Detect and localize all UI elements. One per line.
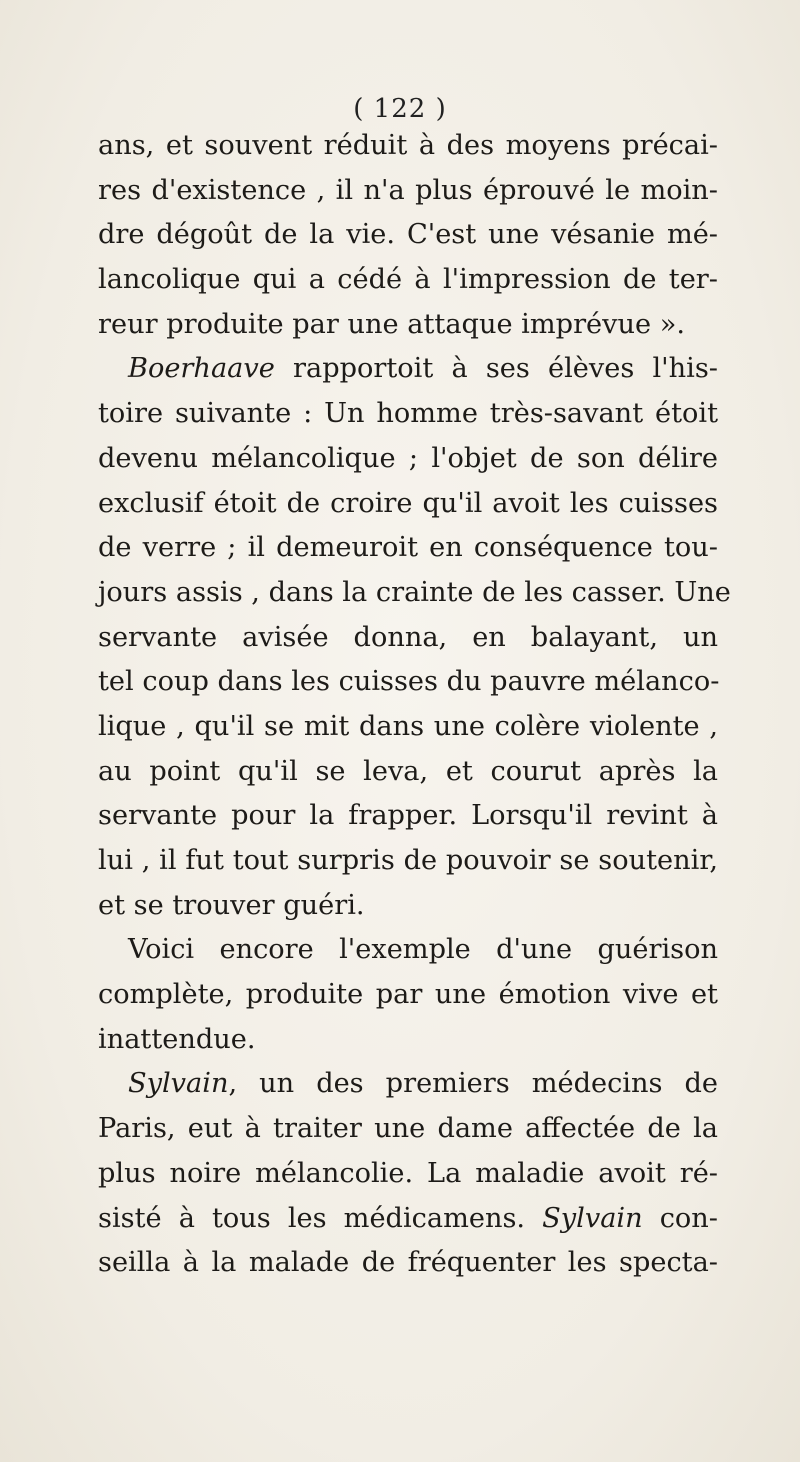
text-line: lancolique qui a cédé à l'impression de ter- [98, 264, 718, 296]
text-line-start: sisté à tous les médicamens. [98, 1202, 526, 1234]
text-line: devenu mélancolique ; l'objet de son délire [98, 442, 718, 474]
text-line: ans, et souvent réduit à des moyens précai- [98, 130, 718, 161]
text-line: et se trouver guéri. [98, 889, 365, 921]
text-line: inattendue. [98, 1023, 256, 1055]
text-line: complète, produite par une émotion vive et [98, 979, 718, 1011]
text-line: Paris, eut à traiter une dame affectée de la [98, 1113, 718, 1145]
text-line: toire suivante : Un homme très-savant étoit [98, 398, 718, 430]
text-line-rest: rapportoit à ses élèves l'his- [274, 353, 718, 385]
text-line-rest: con- [642, 1202, 718, 1234]
text-line: de verre ; il demeuroit en conséquence tou- [98, 532, 718, 564]
text-line: seilla à la malade de fréquenter les specta- [98, 1247, 718, 1279]
text-line-rest: , un des premiers médecins de [228, 1068, 718, 1100]
text-line: lui , il fut tout surpris de pouvoir se soutenir, [98, 845, 718, 876]
text-line: servante avisée donna, en balayant, un [98, 621, 718, 653]
text-line: dre dégoût de la vie. C'est une vésanie mé- [98, 219, 718, 251]
text-line: servante pour la frapper. Lorsqu'il revint à [98, 800, 718, 832]
text-line [98, 347, 718, 392]
author-name-sylvain: Sylvain [542, 1202, 643, 1234]
text-line: res d'existence , il n'a plus éprouvé le moin- [98, 174, 718, 206]
text-line: plus noire mélancolie. La maladie avoit ré- [98, 1157, 718, 1189]
author-name-sylvain: Sylvain [128, 1068, 229, 1100]
text-line: exclusif étoit de croire qu'il avoit les cuisses [98, 487, 718, 519]
text-line: jours assis , dans la crainte de les casser. Une [98, 576, 731, 608]
text-line [98, 1197, 718, 1242]
body-text [98, 124, 731, 1286]
author-name-boerhaave: Boerhaave [128, 353, 275, 385]
page-number: ( 122 ) [353, 94, 447, 124]
text-line: Voici encore l'exemple d'une guérison [128, 934, 718, 966]
text-line: reur produite par une attaque imprévue ». [98, 308, 686, 340]
text-line [98, 1062, 718, 1107]
text-line: tel coup dans les cuisses du pauvre mélanco- [98, 666, 720, 698]
text-line: lique , qu'il se mit dans une colère violente , [98, 710, 718, 742]
text-line: au point qu'il se leva, et courut après la [98, 755, 718, 787]
